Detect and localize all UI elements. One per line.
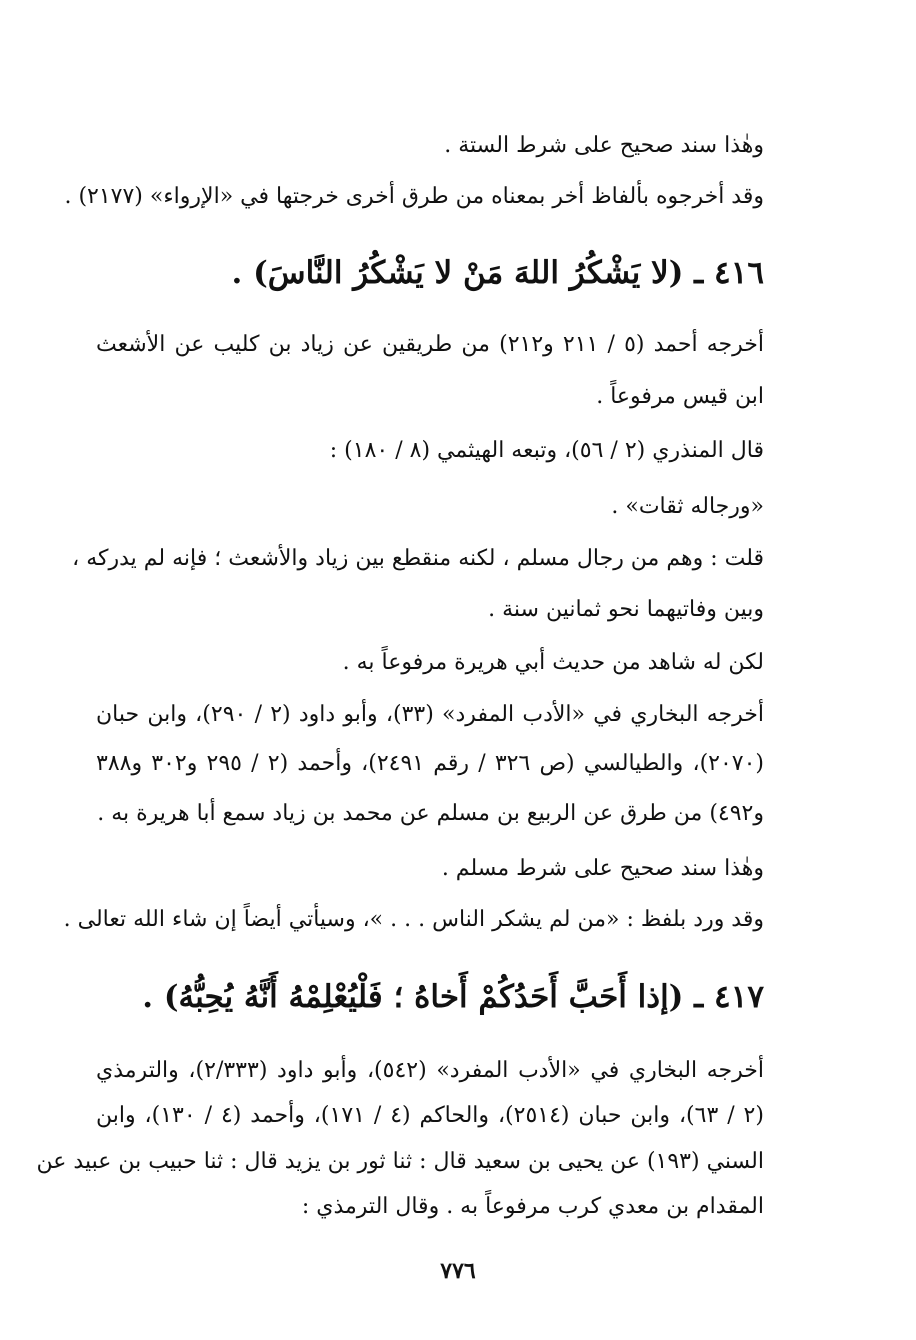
text-line: قال المنذري (٢ / ٥٦)، وتبعه الهيثمي (٨ / ١٨٠) : [329, 438, 764, 463]
text-line: المقدام بن معدي كرب مرفوعاً به . وقال الترمذي : [301, 1194, 764, 1219]
text-line: و٤٩٢) من طرق عن الربيع بن مسلم عن محمد بن زياد سمع أبا هريرة به . [97, 801, 764, 826]
text-line: ابن قيس مرفوعاً . [596, 384, 764, 409]
text-line: (٢٠٧٠)، والطيالسي (ص ٣٢٦ / رقم ٢٤٩١)، وأحمد (٢ / ٢٩٥ و٣٠٢ و٣٨٨ [96, 751, 765, 776]
text-line: أخرجه أحمد (٥ / ٢١١ و٢١٢) من طريقين عن زياد بن كليب عن الأشعث [96, 332, 764, 357]
hadith-heading-416: ٤١٦ ـ (لا يَشْكُرُ اللهَ مَنْ لا يَشْكُرُ النَّاسَ) . [231, 255, 764, 291]
text-line: السني (١٩٣) عن يحيى بن سعيد قال : ثنا ثور بن يزيد قال : ثنا حبيب بن عبيد عن [36, 1149, 764, 1174]
text-line: وبين وفاتيهما نحو ثمانين سنة . [488, 597, 764, 622]
text-line: لكن له شاهد من حديث أبي هريرة مرفوعاً به . [342, 650, 764, 675]
text-line: وقد ورد بلفظ : «من لم يشكر الناس . . . »، وسيأتي أيضاً إن شاء الله تعالى . [63, 907, 764, 932]
hadith-heading-417: ٤١٧ ـ (إذا أَحَبَّ أَحَدُكُمْ أَخاهُ ؛ فَلْيُعْلِمْهُ أَنَّهُ يُحِبُّهُ) . [142, 979, 764, 1015]
text-line: (٢ / ٦٣)، وابن حبان (٢٥١٤)، والحاكم (٤ / ١٧١)، وأحمد (٤ / ١٣٠)، وابن [96, 1103, 764, 1128]
text-line: أخرجه البخاري في «الأدب المفرد» (٣٣)، وأبو داود (٢ / ٢٩٠)، وابن حبان [96, 702, 764, 727]
text-line: وقد أخرجوه بألفاظ أخر بمعناه من طرق أخرى خرجتها في «الإرواء» (٢١٧٧) . [64, 184, 764, 209]
page-number: ٧٧٦ [440, 1258, 476, 1284]
quote-line: «ورجاله ثقات» . [611, 494, 764, 519]
text-line: وهٰذا سند صحيح على شرط مسلم . [441, 856, 764, 881]
text-line: أخرجه البخاري في «الأدب المفرد» (٥٤٢)، وأبو داود (٢/٣٣٣)، والترمذي [96, 1058, 764, 1083]
text-line: وهٰذا سند صحيح على شرط الستة . [444, 133, 764, 158]
text-line: قلت : وهم من رجال مسلم ، لكنه منقطع بين زياد والأشعث ؛ فإنه لم يدركه ، [72, 546, 764, 571]
